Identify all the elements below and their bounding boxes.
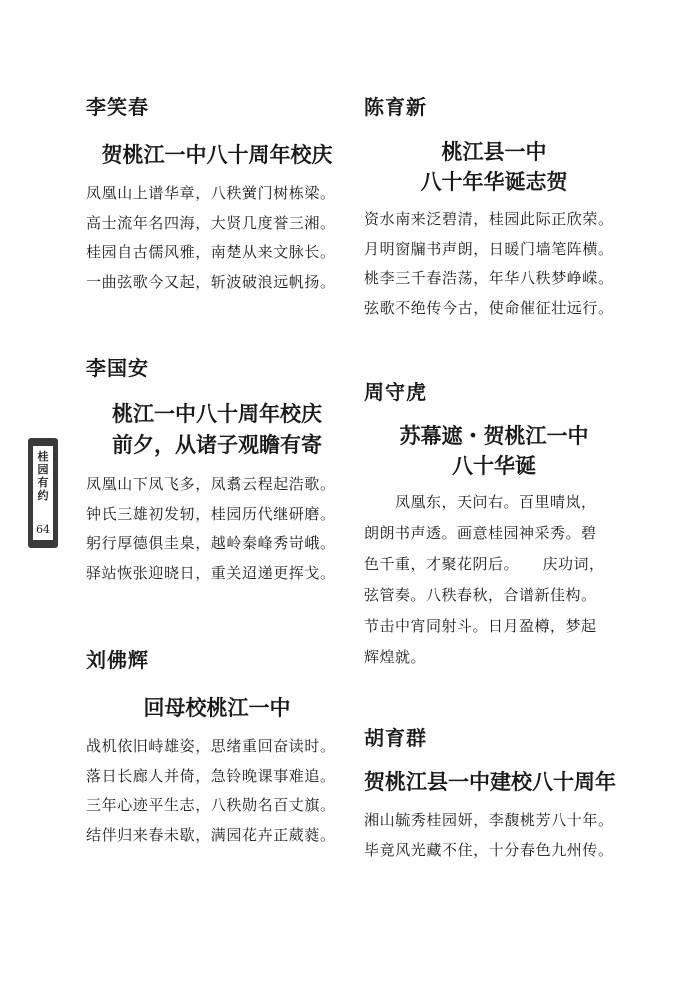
poem-title bbox=[364, 421, 624, 481]
poem-title: 回母校桃江一中 bbox=[143, 695, 291, 720]
poem-line: 驿站恢张迎晓日，重关迢递更挥戈。 bbox=[86, 563, 336, 582]
poem-line: 一曲弦歌今又起，斩波破浪远帆扬。 bbox=[86, 272, 336, 291]
poem-title: 贺桃江一中八十周年校庆 bbox=[101, 142, 333, 167]
poem-line: 躬行厚德俱圭臬，越岭秦峰秀岢峨。 bbox=[86, 534, 336, 552]
poem-body bbox=[364, 487, 624, 673]
poem-author: 胡育群 bbox=[364, 726, 427, 750]
section-tab bbox=[28, 438, 58, 548]
poem-hu-yuqun bbox=[364, 728, 624, 865]
poem-line: 弦管奏。八秩春秋，合谱新佳构。 bbox=[364, 586, 597, 604]
section-char: 有 bbox=[37, 476, 49, 489]
poem-body bbox=[364, 205, 624, 323]
poem-zhou-shouhu bbox=[364, 382, 624, 673]
poem-title-line: 苏幕遮・贺桃江一中 bbox=[399, 423, 589, 448]
poem-body bbox=[86, 179, 348, 297]
section-char: 桂 bbox=[37, 450, 49, 463]
poem-line: 战机依旧峙雄姿，思绪重回奋读时。 bbox=[86, 737, 336, 755]
poem-line: 三年心迹平生志，八秩勋名百丈旗。 bbox=[86, 796, 336, 814]
poem-li-xiaochun bbox=[86, 97, 348, 297]
page-number: 64 bbox=[36, 523, 50, 536]
poem-title-line: 前夕，从诸子观瞻有寄 bbox=[112, 432, 322, 457]
section-char: 园 bbox=[37, 463, 49, 476]
poem-title-line: 八十年华诞志贺 bbox=[420, 169, 568, 194]
poem-author: 陈育新 bbox=[364, 95, 427, 119]
poem-title bbox=[364, 137, 624, 197]
poem-author: 刘佛辉 bbox=[86, 648, 149, 672]
poem-body bbox=[86, 732, 348, 850]
poem-line: 辉煌就。 bbox=[364, 648, 427, 666]
poem-title-line: 桃江一中八十周年校庆 bbox=[112, 401, 322, 426]
poem-title-line: 八十华诞 bbox=[452, 453, 536, 478]
poem-line: 桃李三千春浩荡，年华八秩梦峥嵘。 bbox=[364, 269, 614, 287]
poem-line: 钟氏三雄初发轫，桂园历代继研磨。 bbox=[86, 504, 336, 523]
poem-line: 桂园自古儒风雅，南楚从来文脉长。 bbox=[86, 243, 336, 261]
poem-line: 凤凰东，天问右。百里晴岚， bbox=[364, 493, 597, 511]
poem-title bbox=[86, 398, 348, 460]
poem-liu-fohui bbox=[86, 650, 348, 850]
poem-line: 湘山毓秀桂园妍，李馥桃芳八十年。 bbox=[364, 811, 614, 829]
section-char: 约 bbox=[37, 489, 49, 502]
poem-chen-yuxin bbox=[364, 97, 624, 323]
poem-line: 资水南来泛碧清，桂园此际正欣荣。 bbox=[364, 210, 614, 228]
poem-line: 凤凰山下凤飞多，凤翥云程起浩歌。 bbox=[86, 475, 336, 493]
poem-line: 凤凰山上谱华章，八秩黉门树栋梁。 bbox=[86, 184, 336, 202]
poem-line: 节击中宵同射斗。日月盈樽，梦起 bbox=[364, 617, 597, 635]
section-tab-panel bbox=[32, 445, 54, 541]
poem-author: 周守虎 bbox=[364, 380, 427, 404]
poem-title: 贺桃江县一中建校八十周年 bbox=[364, 769, 616, 794]
poem-author: 李笑春 bbox=[86, 95, 149, 119]
poem-line: 毕竟风光藏不住，十分春色九州传。 bbox=[364, 840, 614, 859]
poem-line: 朗朗书声透。画意桂园神采秀。碧 bbox=[364, 524, 597, 542]
poem-author: 李国安 bbox=[86, 356, 149, 380]
poem-title-line: 桃江县一中 bbox=[441, 139, 547, 164]
poem-line: 月明窗牖书声朗，日暖门墙笔阵横。 bbox=[364, 239, 614, 258]
poem-line: 色千重，才聚花阴后。 庆功词， bbox=[364, 555, 605, 573]
poem-body bbox=[86, 470, 348, 588]
poem-li-guoan bbox=[86, 358, 348, 588]
poem-line: 结伴归来春未歇，满园花卉正葳蕤。 bbox=[86, 825, 336, 844]
section-name bbox=[33, 450, 53, 502]
poem-line: 高士流年名四海，大贤几度誉三湘。 bbox=[86, 213, 336, 232]
poem-line: 弦歌不绝传今古，使命催征壮远行。 bbox=[364, 298, 614, 317]
poem-body bbox=[364, 806, 624, 865]
poem-line: 落日长廊人并倚，急铃晚课事难追。 bbox=[86, 766, 336, 785]
tab-ornament bbox=[34, 541, 50, 545]
